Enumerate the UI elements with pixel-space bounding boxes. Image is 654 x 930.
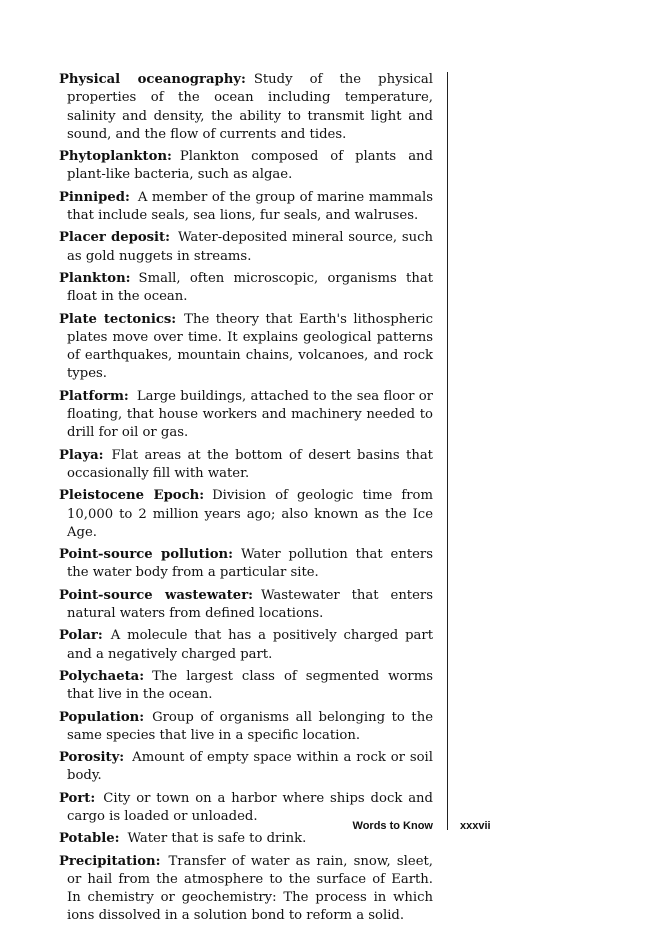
glossary-definition: Water that is safe to drink.	[127, 831, 307, 847]
glossary-term: Platform:	[59, 388, 129, 404]
glossary-definition: The theory that Earth's lithospheric plates move over time. It explains geological patterns of earthquakes, mountain chains, volcanoes, and rock types.	[67, 311, 433, 382]
glossary-definition: Wastewater that enters natural waters from defined locations.	[67, 587, 433, 622]
glossary-entry	[59, 148, 433, 185]
glossary-entry	[59, 189, 433, 226]
glossary-entry	[59, 668, 433, 705]
glossary-entry	[59, 709, 433, 746]
running-footer-title: Words to Know	[352, 820, 433, 832]
glossary-term: Population:	[59, 709, 145, 725]
glossary-term: Port:	[59, 790, 96, 806]
glossary-term: Point-source pollution:	[59, 547, 233, 563]
glossary-definition: Water-deposited mineral source, such as gold nuggets in streams.	[67, 230, 433, 264]
glossary-definition: Division of geologic time from 10,000 to 2 million years ago; also known as the Ice Age.	[67, 488, 434, 540]
glossary-entry	[59, 447, 433, 484]
glossary-definition: Amount of empty space within a rock or soil body.	[67, 750, 433, 784]
glossary-term: Porosity:	[59, 750, 125, 766]
glossary-term: Plankton:	[59, 270, 131, 286]
glossary-entry	[59, 229, 433, 266]
glossary-definition: A member of the group of marine mammals that include seals, sea lions, fur seals, and walruses.	[67, 189, 433, 224]
glossary-term: Plate tectonics:	[59, 311, 177, 327]
glossary-definition: City or town on a harbor where ships dock and cargo is loaded or unloaded.	[67, 790, 433, 824]
glossary-definition: Water pollution that enters the water body from a particular site.	[67, 547, 433, 581]
glossary-definition: Large buildings, attached to the sea floor or floating, that house workers and machinery needed to drill for oil or gas.	[67, 388, 433, 441]
glossary-entry	[59, 749, 433, 786]
glossary-term: Pleistocene Epoch:	[59, 488, 205, 504]
glossary-term: Polychaeta:	[59, 668, 145, 684]
glossary-list	[59, 71, 433, 930]
glossary-definition: Study of the physical properties of the ocean including temperature, salinity and density, the ability to transmit light and sound, and the flow of currents and tides.	[67, 72, 433, 142]
glossary-entry	[59, 830, 433, 848]
glossary-definition: A molecule that has a positively charged part and a negatively charged part.	[67, 628, 433, 662]
glossary-term: Physical oceanography:	[59, 72, 246, 87]
glossary-term: Playa:	[59, 447, 104, 463]
glossary-definition: Flat areas at the bottom of desert basins that occasionally fill with water.	[67, 447, 433, 481]
glossary-entry	[59, 853, 433, 926]
glossary-term: Phytoplankton:	[59, 149, 172, 165]
glossary-term: Polar:	[59, 628, 103, 644]
glossary-entry	[59, 487, 433, 542]
glossary-entry	[59, 71, 433, 144]
glossary-entry	[59, 388, 433, 443]
glossary-term: Pinniped:	[59, 189, 130, 205]
glossary-definition: Small, often microscopic, organisms that float in the ocean.	[67, 270, 433, 305]
glossary-entry	[59, 627, 433, 664]
glossary-term: Potable:	[59, 831, 120, 847]
glossary-entry	[59, 587, 433, 624]
glossary-definition: The largest class of segmented worms that live in the ocean.	[67, 668, 433, 703]
glossary-entry	[59, 546, 433, 583]
glossary-term: Placer deposit:	[59, 230, 171, 246]
glossary-definition: Group of organisms all belonging to the same species that live in a specific location.	[67, 709, 433, 743]
glossary-entry	[59, 270, 433, 307]
glossary-term: Point-source wastewater:	[59, 587, 254, 603]
page-number: xxxvii	[460, 820, 491, 832]
margin-rule	[447, 72, 448, 830]
glossary-definition: Plankton composed of plants and plant-like bacteria, such as algae.	[67, 149, 433, 183]
glossary-definition: Transfer of water as rain, snow, sleet, or hail from the atmosphere to the surface of Earth. In chemistry or geochemistry: The process in which ions dissolved in a solution bond to reform a solid.	[67, 853, 433, 924]
glossary-term: Precipitation:	[59, 853, 161, 869]
glossary-entry	[59, 311, 433, 384]
